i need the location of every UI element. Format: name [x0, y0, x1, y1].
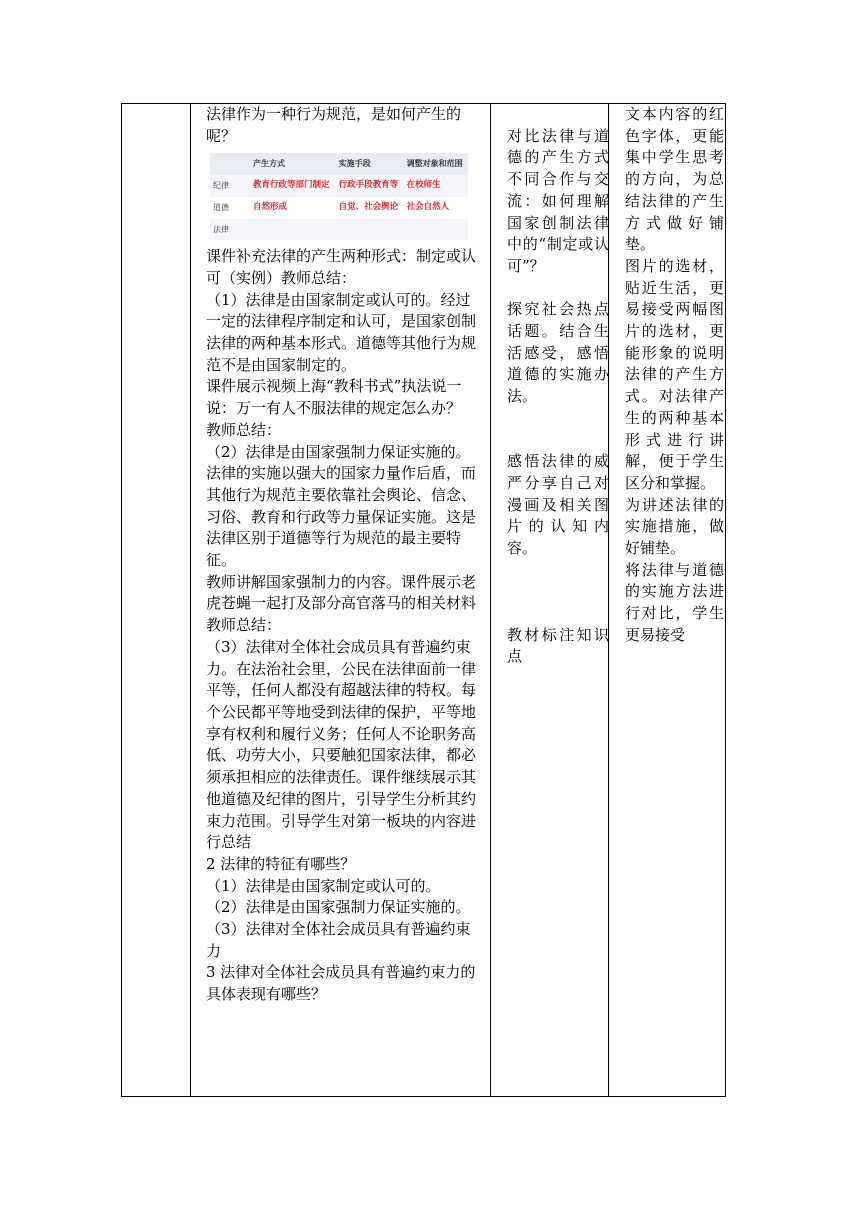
paragraph: 探究社会热点话题。结合生活感受，感悟道德的实施办法。 [507, 300, 609, 406]
header-cell: 调整对象和范围 [404, 153, 468, 175]
table-cell: 教育行政等部门制定 [250, 175, 336, 197]
paragraph: 为讲述法律的实施措施，做好铺垫。 [625, 495, 724, 558]
table-cell: 社会自然人 [404, 197, 468, 219]
paragraph: 3 法律对全体社会成员具有普遍约束力的具体表现有哪些？ [206, 963, 476, 1004]
paragraph: 课件补充法律的产生两种形式：制定或认可（实例）教师总结： [206, 247, 477, 287]
paragraph: （1）法律是由国家制定或认可的。经过一定的法律程序制定和认可，是国家创制法律的两种基本形式。道德等其他行为规范不是由国家制定的。 [206, 290, 477, 374]
paragraph: 教材标注知识点 [507, 625, 609, 666]
table-cell: 在校师生 [404, 175, 468, 197]
paragraph: （1）法律是由国家制定或认可的。 [206, 876, 441, 895]
student-activity-cell [500, 104, 614, 668]
paragraph: 对比法律与道德的产生方式不同合作与交流：如何理解国家创制法律中的“制定或认可”？ [507, 126, 609, 275]
column-divider [190, 104, 191, 1096]
paragraph: 图片的选材，贴近生活，更易接受两幅图片的选材，更能形象的说明法律的产生方式。对法律产生的两种基本形式进行讲解，便于学生区分和掌握。 [625, 256, 724, 492]
header-cell: 产生方式 [250, 153, 336, 175]
row-label: 纪律 [210, 175, 250, 197]
header-cell [210, 153, 250, 175]
paragraph: 感悟法律的威严分享自己对漫画及相关图片的认知内容。 [507, 452, 609, 557]
paragraph: （3）法律对全体社会成员具有普遍约束力。在法治社会里，公民在法律面前一律平等，任何人都没有超越法律的特权。每个公民都平等地受到法律的保护，平等地享有权利和履行义务；任何人不论职务高低、功劳大小，只要触犯国家法律，都必须承担相应的法律责任。课件继续展示其他道德及纪律的图片，引导学生分析其约束力范围。引导学生对第一板块的内容进行总结 [206, 637, 477, 852]
paragraph: 教师讲解国家强制力的内容。课件展示老虎苍蝇一起打及部分高官落马的相关材料教师总结： [206, 572, 477, 635]
paragraph: （3）法律对全体社会成员具有普遍约束力 [206, 920, 471, 960]
paragraph: 课件展示视频上海“教科书式”执法说一说：万一有人不服法律的规定怎么办？ [206, 377, 462, 418]
paragraph: 2 法律的特征有哪些？ [206, 854, 356, 873]
row-label: 道德 [210, 197, 250, 219]
comparison-image [210, 153, 468, 240]
table-cell [404, 219, 468, 241]
paragraph: 教师总结： [206, 420, 282, 439]
paragraph: （2）法律是由国家强制力保证实施的。法律的实施以强大的国家力量作后盾，而其他行为规范主要依靠社会舆论、信念、习俗、教育和行政等力量保证实施。这是法律区别于道德等行为规范的最主要特征。 [206, 442, 477, 570]
table-cell: 自觉、社会舆论 [336, 197, 404, 219]
paragraph: （2）法律是由国家强制力保证实施的。 [206, 898, 471, 917]
header-cell: 实施手段 [336, 153, 404, 175]
table-cell [250, 219, 336, 241]
lesson-plan-table [121, 103, 726, 1097]
paragraph: 将法律与道德的实施方法进行对比，学生更易接受 [625, 560, 724, 644]
paragraph: 文本内容的红色字体，更能集中学生思考的方向，为总结法律的产生方式做好铺垫。 [625, 105, 724, 254]
table-cell [336, 219, 404, 241]
intro-question: 法律作为一种行为规范，是如何产生的呢？ [206, 105, 462, 145]
table-cell: 行政手段教育等 [336, 175, 404, 197]
design-intent-cell [619, 104, 728, 647]
table-cell: 自然形成 [250, 197, 336, 219]
teaching-process-cell [200, 104, 492, 1006]
row-label: 法律 [210, 219, 250, 241]
